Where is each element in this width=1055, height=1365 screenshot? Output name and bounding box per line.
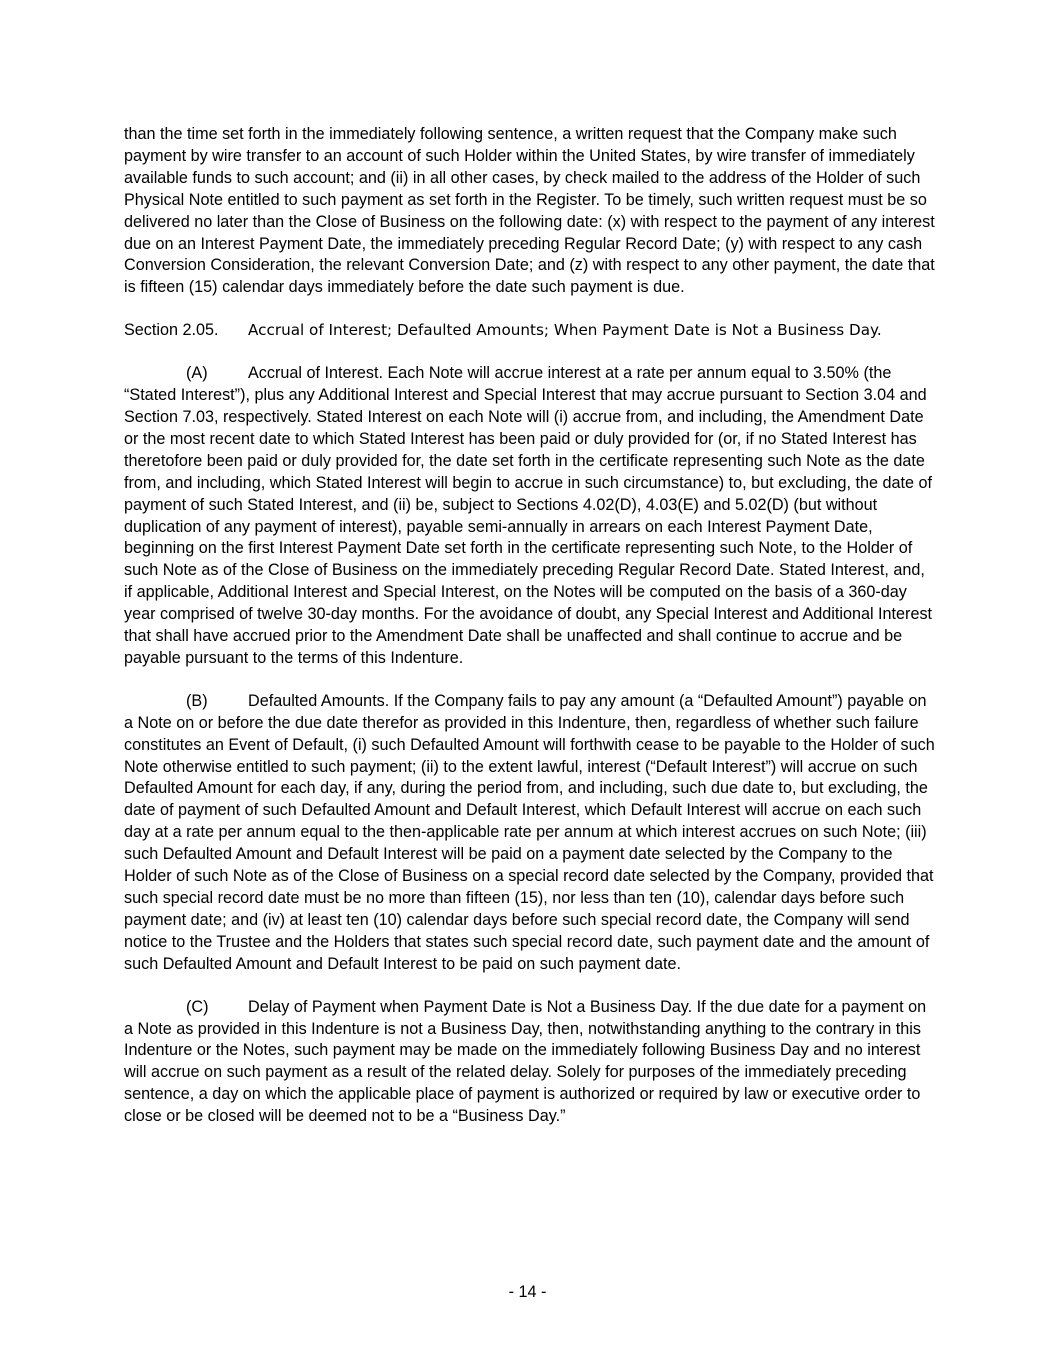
subsection-label: (A) bbox=[186, 364, 208, 383]
section-heading bbox=[124, 320, 936, 342]
intro-paragraph: than the time set forth in the immediately following sentence, a written request that the Company make such payment by wire transfer to an account of such Holder within the United States, by wire transfer of immediately available funds to such account; and (ii) in all other cases, by check mailed to the address of the Holder of such Physical Note entitled to such payment as set forth in the Register. To be timely, such written request must be so delivered no later than the Close of Business on the following date: (x) with respect to the payment of any interest due on an Interest Payment Date, the immediately preceding Regular Record Date; (y) with respect to any cash Conversion Consideration, the relevant Conversion Date; and (z) with respect to any other payment, the date that is fifteen (15) calendar days immediately before the date such payment is due. bbox=[124, 125, 935, 297]
subsection-text: Defaulted Amounts. If the Company fails to pay any amount (a “Defaulted Amount”) payable on a Note on or before the due date therefor as provided in this Indenture, then, regardless of whether such failure constitutes an Event of Default, (i) such Defaulted Amount will forthwith cease to be payable to the Holder of such Note otherwise entitled to such payment; (ii) to the extent lawful, interest (“Default Interest”) will accrue on such Defaulted Amount for each day, if any, during the period from, and including, such due date to, but excluding, the date of payment of such Defaulted Amount and Default Interest, which Default Interest will accrue on each such day at a rate per annum equal to the then-applicable rate per annum at which interest accrues on such Note; (iii) such Defaulted Amount and Default Interest will be paid on a payment date selected by the Company to the Holder of such Note as of the Close of Business on a special record date selected by the Company, provided that such special record date must be no more than fifteen (15), nor less than ten (10), calendar days before such payment date; and (iv) at least ten (10) calendar days before such special record date, the Company will send notice to the Trustee and the Holders that states such special record date, such payment date and the amount of such Defaulted Amount and Default Interest to be paid on such payment date. bbox=[124, 691, 935, 973]
subsection-c bbox=[124, 997, 936, 1128]
subsection-b bbox=[124, 691, 936, 976]
section-title: Accrual of Interest; Defaulted Amounts; When Payment Date is Not a Business Day. bbox=[248, 321, 882, 340]
subsection-label: (C) bbox=[186, 997, 209, 1016]
document-page bbox=[124, 124, 936, 1149]
section-number: Section 2.05. bbox=[124, 321, 219, 340]
subsection-label: (B) bbox=[186, 691, 208, 710]
subsection-text: Accrual of Interest. Each Note will accrue interest at a rate per annum equal to 3.50% (the “Stated Interest”), plus any Additional Interest and Special Interest that may accrue pursuant to Section 3.04 and Section 7.03, respectively. Stated Interest on each Note will (i) accrue from, and including, the Amendment Date or the most recent date to which Stated Interest has been paid or duly provided for (or, if no Stated Interest has theretofore been paid or duly provided for, the date set forth in the certificate representing such Note as the date from, and including, which Stated Interest will begin to accrue in such circumstance) to, but excluding, the date of payment of such Stated Interest, and (ii) be, subject to Sections 4.02(D), 4.03(E) and 5.02(D) (but without duplication of any payment of interest), payable semi-annually in arrears on each Interest Payment Date, beginning on the first Interest Payment Date set forth in the certificate representing such Note, to the Holder of such Note as of the Close of Business on the immediately preceding Regular Record Date. Stated Interest, and, if applicable, Additional Interest and Special Interest, on the Notes will be computed on the basis of a 360-day year comprised of twelve 30-day months. For the avoidance of doubt, any Special Interest and Additional Interest that shall have accrued prior to the Amendment Date shall be unaffected and shall continue to accrue and be payable pursuant to the terms of this Indenture. bbox=[124, 364, 933, 667]
page-number: - 14 - bbox=[508, 1283, 547, 1301]
subsection-text: Delay of Payment when Payment Date is Not a Business Day. If the due date for a payment on a Note as provided in this Indenture is not a Business Day, then, notwithstanding anything to the contrary in this Indenture or the Notes, such payment may be made on the immediately following Business Day and no interest will accrue on such payment as a result of the related delay. Solely for purposes of the immediately preceding sentence, a day on which the applicable place of payment is authorized or required by law or executive order to close or be closed will be deemed not to be a “Business Day.” bbox=[124, 997, 927, 1126]
subsection-a bbox=[124, 363, 936, 670]
